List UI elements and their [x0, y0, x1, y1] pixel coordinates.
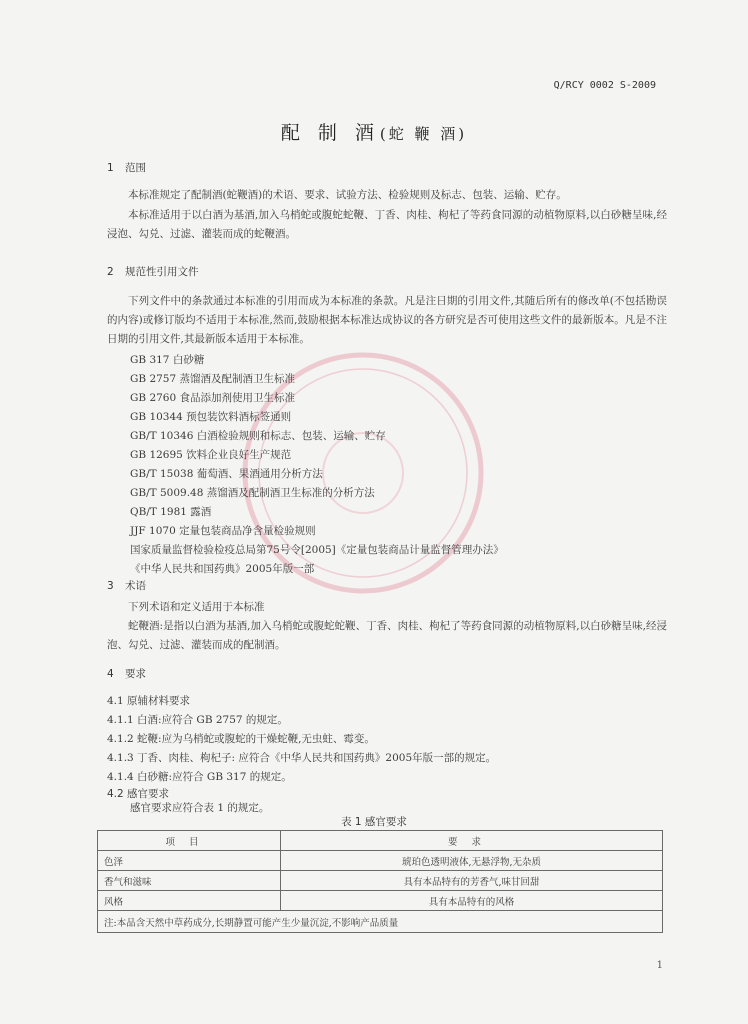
table-row: [98, 871, 663, 891]
table-cell-requirement: 琥珀色透明液体,无悬浮物,无杂质: [281, 851, 663, 871]
table-cell-requirement: 具有本品特有的风格: [281, 891, 663, 911]
section-1-heading: 1 范围: [107, 162, 146, 174]
reference-item: GB 2760 食品添加剂使用卫生标准: [130, 392, 296, 404]
reference-item: GB 2757 蒸馏酒及配制酒卫生标准: [130, 373, 296, 385]
section-2-heading: 2 规范性引用文件: [107, 266, 199, 278]
requirement-item: 4.1.2 蛇鞭:应为乌梢蛇或腹蛇的干燥蛇鞭,无虫蛀、霉变。: [107, 733, 375, 745]
table-row: [98, 851, 663, 871]
page-number: 1: [656, 960, 663, 971]
standard-number: Q/RCY 0002 S-2009: [553, 80, 656, 91]
reference-item: GB 10344 预包装饮料酒标签通则: [130, 411, 292, 423]
section-3-paragraph-1: 下列术语和定义适用于本标准: [128, 601, 265, 613]
section-1-paragraph-2: 本标准适用于以白酒为基酒,加入乌梢蛇或腹蛇蛇鞭、丁香、肉桂、枸杞了等药食同源的动植物原料,以白砂糖呈味,经浸泡、勾兑、过滤、灌装而成的蛇鞭酒。: [107, 209, 667, 240]
document-title: [0, 118, 748, 145]
requirement-item: 4.1.4 白砂糖:应符合 GB 317 的规定。: [107, 771, 292, 783]
reference-item: GB 12695 饮料企业良好生产规范: [130, 449, 292, 461]
sensory-requirements-table: [97, 830, 663, 933]
table-cell-item: 风格: [98, 891, 281, 911]
reference-item: 《中华人民共和国药典》2005年版一部: [130, 563, 315, 575]
section-4-heading: 4 要求: [107, 668, 146, 680]
reference-item: JJF 1070 定量包装商品净含量检验规则: [130, 525, 316, 537]
section-1-paragraph-1: 本标准规定了配制酒(蛇鞭酒)的术语、要求、试验方法、检验规则及标志、包装、运输、贮存。: [128, 189, 567, 201]
reference-item: 国家质量监督检验检疫总局第75号令[2005]《定量包装商品计量监督管理办法》: [130, 544, 504, 556]
section-4-2-heading: 4.2 感官要求: [107, 788, 170, 800]
section-2-paragraph: 下列文件中的条款通过本标准的引用而成为本标准的条款。凡是注日期的引用文件,其随后所有的修改单(不包括勘误的内容)或修订版均不适用于本标准,然而,鼓励根据本标准达成协议的各方研究是否可使用这些文件的最新版本。凡是不注日期的引用文件,其最新版本适用于本标准。: [107, 295, 667, 345]
reference-item: GB/T 15038 葡萄酒、果酒通用分析方法: [130, 468, 323, 480]
section-3-heading: 3 术语: [107, 580, 146, 592]
column-header-item: 项目: [98, 831, 281, 851]
section-3-paragraph-2: 蛇鞭酒:是指以白酒为基酒,加入乌梢蛇或腹蛇蛇鞭、丁香、肉桂、枸杞了等药食同源的动植物原料,以白砂糖呈味,经浸泡、勾兑、过滤、灌装而成的配制酒。: [107, 620, 667, 651]
table-note: 注:本品含天然中草药成分,长期静置可能产生少量沉淀,不影响产品质量: [98, 911, 663, 933]
reference-item: GB/T 10346 白酒检验规则和标志、包装、运输、贮存: [130, 430, 386, 442]
table-note-row: [98, 911, 663, 933]
reference-item: GB 317 白砂糖: [130, 354, 205, 366]
title-sub: (蛇 鞭 酒): [379, 125, 468, 143]
requirement-item: 4.1.3 丁香、肉桂、枸杞子: 应符合《中华人民共和国药典》2005年版一部的规定。: [107, 752, 497, 764]
table-cell-item: 色泽: [98, 851, 281, 871]
table-cell-requirement: 具有本品特有的芳香气,味甘回甜: [281, 871, 663, 891]
table-header-row: [98, 831, 663, 851]
table-caption: 表 1 感官要求: [341, 816, 407, 828]
reference-item: QB/T 1981 露酒: [130, 506, 212, 518]
reference-item: GB/T 5009.48 蒸馏酒及配制酒卫生标准的分析方法: [130, 487, 375, 499]
requirement-item: 4.1 原辅材料要求: [107, 695, 191, 707]
requirement-item: 4.1.1 白酒:应符合 GB 2757 的规定。: [107, 714, 288, 726]
section-4-2-text: 感官要求应符合表 1 的规定。: [130, 802, 270, 814]
table-row: [98, 891, 663, 911]
title-main: 配 制 酒: [280, 122, 380, 144]
column-header-requirement: 要求: [281, 831, 663, 851]
table-cell-item: 香气和滋味: [98, 871, 281, 891]
